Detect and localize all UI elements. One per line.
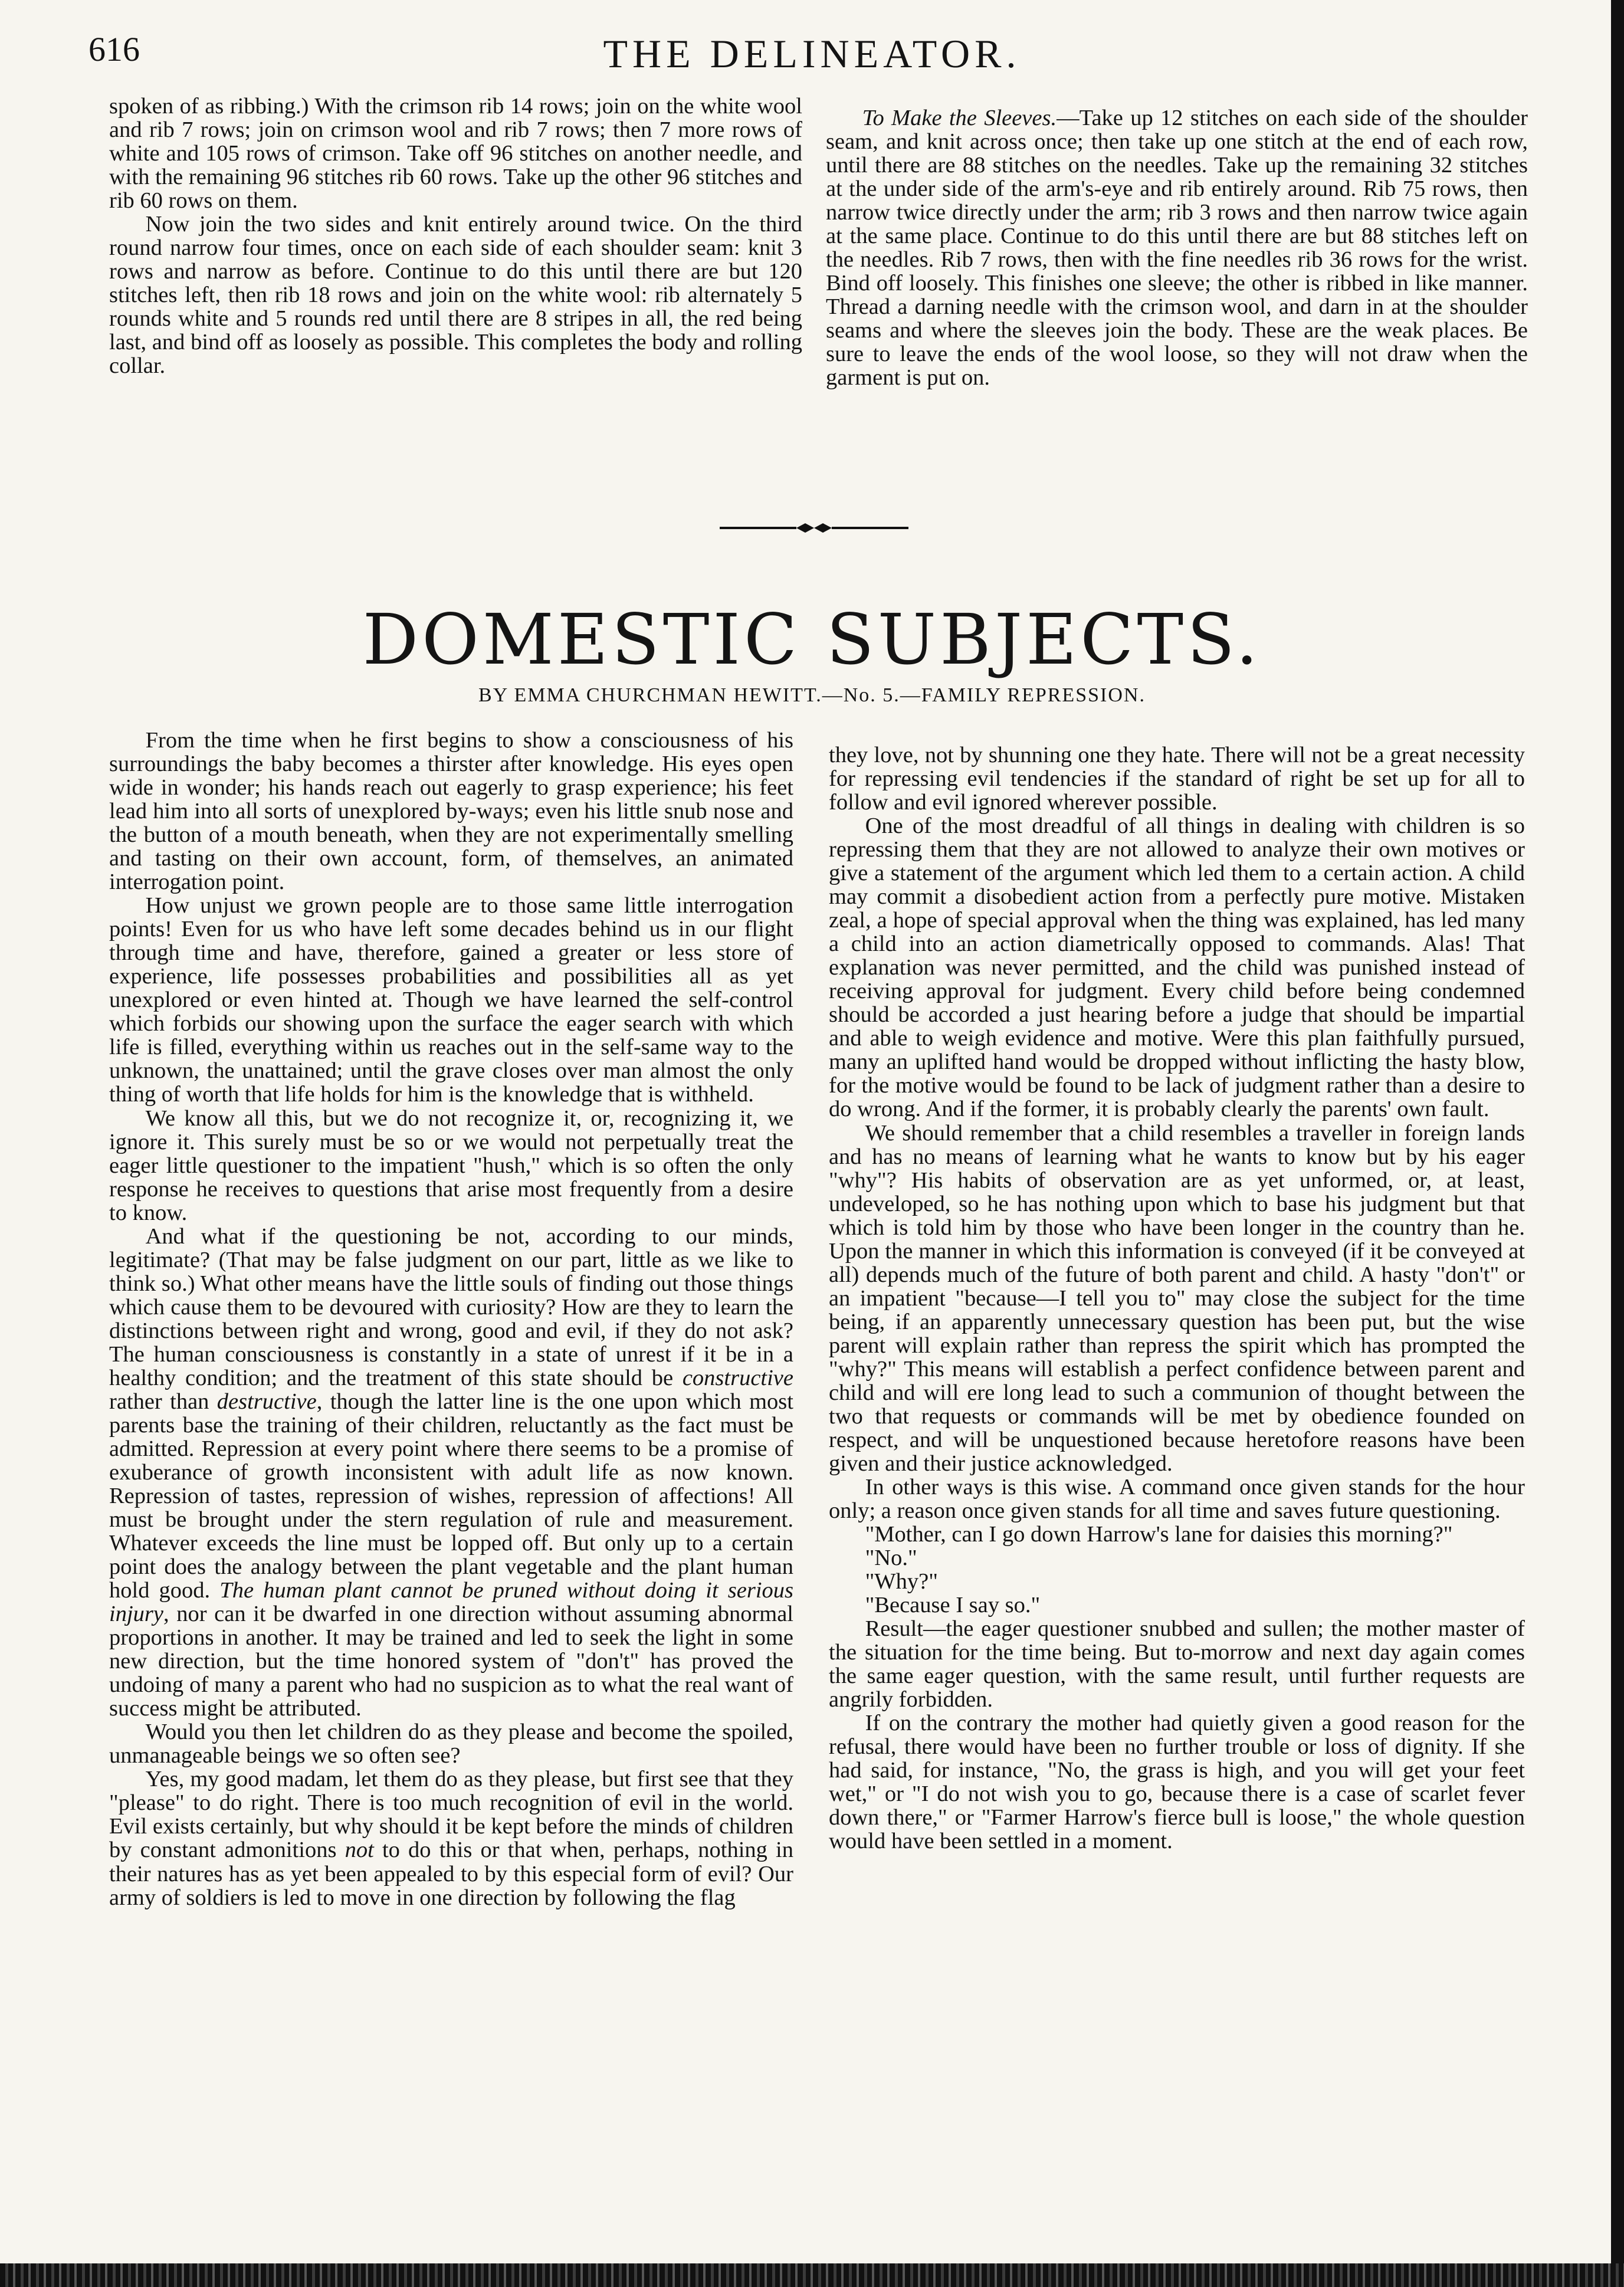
dialog-line: "Because I say so.": [865, 1593, 1041, 1618]
article-paragraph: We know all this, but we do not recognize it, or, recognizing it, we ignore it. This surely must be so or we would not perpetually treat the eager little questioner to the impatient "hush," which is so often the only response he receives to questions that arise most frequently from a desire to know.: [109, 1105, 793, 1225]
italic-run: destructive: [216, 1389, 317, 1414]
text-run: Yes, my good madam, let them do as they please, but first see that they "please" to do right. There is too much recognition of evil in the world. Evil exists certainly, but why should it be kept before the minds of children by constant admonitions: [109, 1767, 793, 1863]
section-divider-ornament: [720, 519, 908, 537]
page-header: [88, 24, 1536, 88]
scan-edge-bottom: [0, 2263, 1624, 2287]
italic-run: The human plant cannot be pruned without doing it serious injury: [109, 1578, 793, 1627]
text-run: And what if the questioning be not, according to our minds, legitimate? (That may be false judgment on our part, little as we like to think so.) What other means have the little souls of finding out those things which cause them to be devoured with curiosity? How are they to learn the distinctions between right and wrong, good and evil, if they do not ask? The human consciousness is constantly in a state of unrest if it be in a healthy condition; and the treatment of this state should be: [109, 1223, 793, 1390]
article-paragraph: [109, 1225, 793, 1721]
article-paragraph: One of the most dreadful of all things in dealing with children is so repressing them that they are not allowed to analyze their own motives or give a statement of the argument which led them to a certain action. A child may commit a disobedient action from a perfectly pure motive. Mistaken zeal, a hope of special approval when the thing was explained, has led many a child into an action diametrically opposed to commands. Alas! That explanation was never permitted, and the child was punished instead of receiving approval for judgment. Every child before being condemned should be accorded a just hearing before a judge that should be impartial and able to weigh evidence and motive. Were this plan faithfully pursued, many an uplifted hand would be dropped without inflicting the hasty blow, for the motive would be found to be lack of judgment rather than a desire to do wrong. And if the former, it is probably clearly the parents' own fault.: [829, 813, 1525, 1122]
article-title: DOMESTIC SUBJECTS.: [362, 599, 1262, 680]
scan-edge-right: [1611, 0, 1624, 2287]
article-paragraph: Result—the eager questioner snubbed and sullen; the mother master of the situation for the time being. But to-morrow and next day again comes the same eager question, with the same result, until further requests are angrily forbidden.: [829, 1616, 1525, 1712]
sleeves-paragraph: [826, 106, 1528, 389]
sleeves-text: —Take up 12 stitches on each side of the shoulder seam, and knit across once; then take up one stitch at the end of each row, until there are 88 stitches on the needles. Take up the remaining 32 stitches at the under side of the arm's-eye and rib entirely around. Rib 75 rows, then narrow twice directly under the arm; rib 3 rows and then narrow twice again at the same place. Continue to do this until there are but 88 stitches left on the needles. Rib 7 rows, then with the fine needles rib 36 rows for the wrist. Bind off loosely. This finishes one sleeve; the other is ribbed in like manner. Thread a darning needle with the crimson wool, and darn in at the shoulder seams and where the sleeves join the body. These are the weak places. Be sure to leave the ends of the wool loose, so they will not draw when the garment is put on.: [826, 106, 1528, 391]
sleeves-heading: To Make the Sleeves.: [862, 106, 1057, 130]
journal-title: THE DELINEATOR.: [603, 31, 1021, 76]
article-paragraph: How unjust we grown people are to those same little interrogation points! Even for us who have left some decades behind us in our flight through time and have, therefore, gained a greater or less store of experience, life possesses probabilities and possibilities all as yet unexplored or even hinted at. Though we have learned the self-control which forbids our showing upon the surface the eager search with which life is filled, everything within us reaches out in the self-same way to the unknown, the unattained; until the grave closes over man almost the only thing of worth that life holds for him is the knowledge that is withheld.: [109, 893, 793, 1107]
page-number: 616: [88, 30, 140, 68]
article-byline: BY EMMA CHURCHMAN HEWITT.—No. 5.—FAMILY REPRESSION.: [478, 684, 1146, 706]
text-run: , though the latter line is the one upon which most parents base the training of their children, reluctantly as the fact must be admitted. Repression at every point where there seems to be a promise of exuberance of growth inconsistent with adult life as now known. Repression of tastes, repression of wishes, repression of affections! All must be brought under the stern regulation of rule and measurement. Whatever exceeds the line must be lopped off. But only up to a certain point does the analogy between the plant vegetable and the plant human hold good.: [109, 1389, 793, 1603]
article-paragraph: If on the contrary the mother had quietly given a good reason for the refusal, there would have been no further trouble or loss of dignity. If she had said, for instance, "No, the grass is high, and you will get your feet wet," or "I do not wish you to go, because there is a case of scarlet fever down there," or "Farmer Harrow's fierce bull is loose," the whole question would have been settled in a moment.: [829, 1711, 1525, 1854]
knitting-column-left: [109, 94, 802, 378]
text-run: rather than: [109, 1389, 217, 1414]
article-paragraph: [109, 1767, 793, 1909]
knitting-paragraph: Now join the two sides and knit entirely around twice. On the third round narrow four times, once on each side of each shoulder seam: knit 3 rows and narrow as before. Continue to do this until there are but 120 stitches left, then rib 18 rows and join on the white wool: rib alternately 5 rounds white and 5 rounds red until there are 8 stripes in all, the red being last, and bind off as loosely as possible. This completes the body and rolling collar.: [109, 212, 802, 379]
article-column-left: [109, 729, 793, 1909]
text-run: , nor can it be dwarfed in one direction without assuming abnormal proportions in another. It may be trained and led to seek the light in some new direction, but the time honored system of "don't" has proved the undoing of many a parent who had no suspicion as to what the real want of success might be attributed.: [109, 1602, 793, 1721]
dialog-line: "Mother, can I go down Harrow's lane for daisies this morning?": [865, 1522, 1453, 1547]
knitting-paragraph: spoken of as ribbing.) With the crimson rib 14 rows; join on the white wool and rib 7 rows; join on crimson wool and rib 7 rows; then 7 more rows of white and 105 rows of crimson. Take off 96 stitches on another needle, and with the remaining 96 stitches rib 60 rows. Take up the other 96 stitches and rib 60 rows on them.: [109, 94, 802, 214]
dialog-line: "Why?": [865, 1569, 938, 1594]
text-run: to do this or that when, perhaps, nothing in their natures has as yet been appealed to by this especial form of evil? Our army of soldiers is led to move in one direction by following the flag: [109, 1838, 793, 1910]
article-paragraph: In other ways is this wise. A command once given stands for the hour only; a reason once given stands for all time and saves future questioning.: [829, 1474, 1525, 1523]
article-paragraph: We should remember that a child resembles a traveller in foreign lands and has no means of learning what he wants to know but by his eager "why"? His habits of observation are as yet unformed, or, at least, undeveloped, so he has nothing upon which to base his judgment but that which is told him by those who have been longer in the country than he. Upon the manner in which this information is conveyed (if it be conveyed at all) depends much of the future of both parent and child. A hasty "don't" or an impatient "because—I tell you to" may close the subject for the time being, if an apparently unnecessary question has been put, but the wise parent will explain rather than repress the spirit which has prompted the "why?" This means will establish a perfect confidence between parent and child and will ere long lead to such a communion of thought between the two that requests or commands will be met by obedience founded on respect, and will be unquestioned because heretofore reasons have been given and their justice acknowledged.: [829, 1120, 1525, 1476]
article-column-right: [829, 743, 1525, 1853]
dialog-line: "No.": [865, 1546, 917, 1571]
article-paragraph: they love, not by shunning one they hate. There will not be a great necessity for repressing evil tendencies if the standard of right be set up for all to follow and evil ignored wherever possible.: [829, 743, 1525, 815]
article-paragraph: Would you then let children do as they please and become the spoiled, unmanageable beings we so often see?: [109, 1720, 793, 1768]
knitting-column-right: [826, 106, 1528, 389]
italic-run: not: [345, 1838, 374, 1863]
italic-run: constructive: [682, 1365, 793, 1390]
article-paragraph: From the time when he first begins to show a consciousness of his surroundings the baby becomes a thirster after knowledge. His eyes open wide in wonder; his hands reach out eagerly to grasp experience; his feet lead him into all sorts of unexplored by-ways; even his little snub nose and the button of a mouth beneath, when they are not experimentally smelling and tasting on their own account, form, of themselves, an animated interrogation point.: [109, 728, 793, 895]
